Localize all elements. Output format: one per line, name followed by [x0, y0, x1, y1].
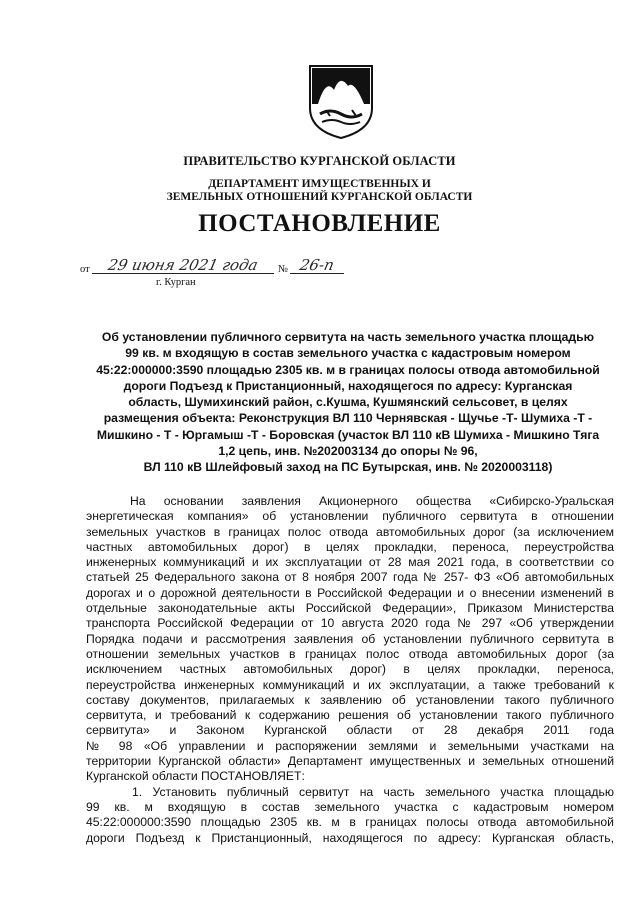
- body-line: статьей 25 Федерального закона от 8 ноября 2007 года № 257- ФЗ «Об автомобильных: [86, 570, 614, 585]
- department-name: [0, 178, 639, 204]
- number-underline: [290, 273, 344, 274]
- subject-line: 99 кв. м входящую в состав земельного участка с кадастровым номером: [125, 346, 571, 361]
- subject-line: область, Шумихинский район, с.Кушма, Кушмянский сельсовет, в целях: [128, 395, 568, 410]
- subject-line: 45:22:000000:3590 площадью 2305 кв. м в границах полосы отвода автомобильной: [96, 362, 600, 377]
- subject-line: дороги Подъезд к Пристанционный, находящегося по адресу: Курганская: [123, 378, 573, 393]
- body-line: На основании заявления Акционерного общества «Сибирско-Уральская: [130, 494, 614, 508]
- coat-of-arms-icon: [308, 64, 374, 140]
- body-line: дорогах и о дорожной деятельности в Российской Федерации и о внесении изменений в: [86, 585, 614, 600]
- dateline: [80, 256, 400, 280]
- body-line: отдельные законодательные акты Российской Федерации», Приказом Министерства: [86, 601, 614, 616]
- body-line: 1. Установить публичный сервитут на часть земельного участка площадью: [132, 784, 614, 799]
- date-underline: [92, 273, 274, 274]
- department-line-1: ДЕПАРТАМЕНТ ИМУЩЕСТВЕННЫХ И: [208, 178, 431, 190]
- body-line: составу документов, прилагаемых к заявлению об установлении такого публичного: [86, 692, 614, 707]
- subject-line: размещения объекта: Реконструкция ВЛ 110 Чернявская - Щучье -Т- Шумиха -Т -: [103, 411, 593, 426]
- date-from-label: от: [80, 264, 90, 275]
- body-line: 99 кв. м входящую в состав земельного участка с кадастровым номером: [86, 799, 614, 814]
- document-subject: [78, 329, 618, 476]
- body-line: территории Курганской области» Департамент имущественных и земельных отношений: [86, 754, 614, 769]
- body-line: Порядка подачи и рассмотрения заявления об установлении публичного сервитута в: [86, 631, 614, 646]
- body-line: земельных участков в границах полос отвода автомобильных дорог (за исключением: [86, 524, 614, 539]
- subject-line: Мишкино - Т - Юргамыш -Т - Боровская (участок ВЛ 110 кВ Шумиха - Мишкино Тяга: [96, 427, 600, 442]
- body-line: отношении земельных участков в границах полос отвода автомобильных дорог (за: [86, 646, 614, 661]
- subject-line: 1,2 цепь, инв. №202003134 до опоры № 96,: [218, 444, 478, 459]
- government-name: ПРАВИТЕЛЬСТВО КУРГАНСКОЙ ОБЛАСТИ: [183, 154, 456, 168]
- body-line: переустройства инженерных коммуникаций и их эксплуатации, а также требований к: [86, 677, 614, 692]
- body-line: исключением частных автомобильных дорог) в целях прокладки, переноса,: [86, 662, 614, 677]
- document-body: [86, 494, 614, 846]
- body-line: дороги Подъезд к Пристанционный, находящегося по адресу: Курганская область,: [86, 830, 614, 845]
- subject-line: Об установлении публичного сервитута на часть земельного участка площадью: [101, 330, 595, 344]
- body-line: 45:22:000000:3590 площадью 2305 кв. м в границах полосы отвода автомобильной: [86, 815, 614, 830]
- handwritten-number: 26-п: [298, 256, 336, 274]
- handwritten-date: 29 июня 2021 года: [106, 256, 260, 274]
- body-line: сервитута, и требований к содержанию решения об установлении такого публичного: [86, 708, 614, 723]
- department-line-2: ЗЕМЕЛЬНЫХ ОТНОШЕНИЙ КУРГАНСКОЙ ОБЛАСТИ: [166, 191, 473, 203]
- number-label: №: [278, 264, 289, 275]
- document-type-title: ПОСТАНОВЛЕНИЕ: [198, 210, 441, 237]
- body-line: энергетическая компания» об установлении публичного сервитута в отношении: [86, 509, 614, 524]
- body-line: сервитута» и Законом Курганской области от 28 декабря 2011 года: [86, 723, 614, 738]
- body-line: транспорта Российской Федерации от 10 августа 2020 года № 297 «Об утверждении: [86, 616, 614, 631]
- subject-line: ВЛ 110 кВ Шлейфовый заход на ПС Бутырская, инв. № 2020003118): [143, 460, 553, 475]
- body-line: № 98 «Об управлении и распоряжении землями и земельными участками на: [86, 738, 614, 753]
- city-label: г. Курган: [156, 277, 196, 288]
- body-line: инженерных коммуникаций и их эксплуатации от 28 мая 2021 года, в соответствии со: [86, 555, 614, 570]
- body-line: Курганской области ПОСТАНОВЛЯЕТ:: [86, 769, 305, 784]
- body-line: частных автомобильных дорог) в целях прокладки, переноса, переустройства: [86, 539, 614, 554]
